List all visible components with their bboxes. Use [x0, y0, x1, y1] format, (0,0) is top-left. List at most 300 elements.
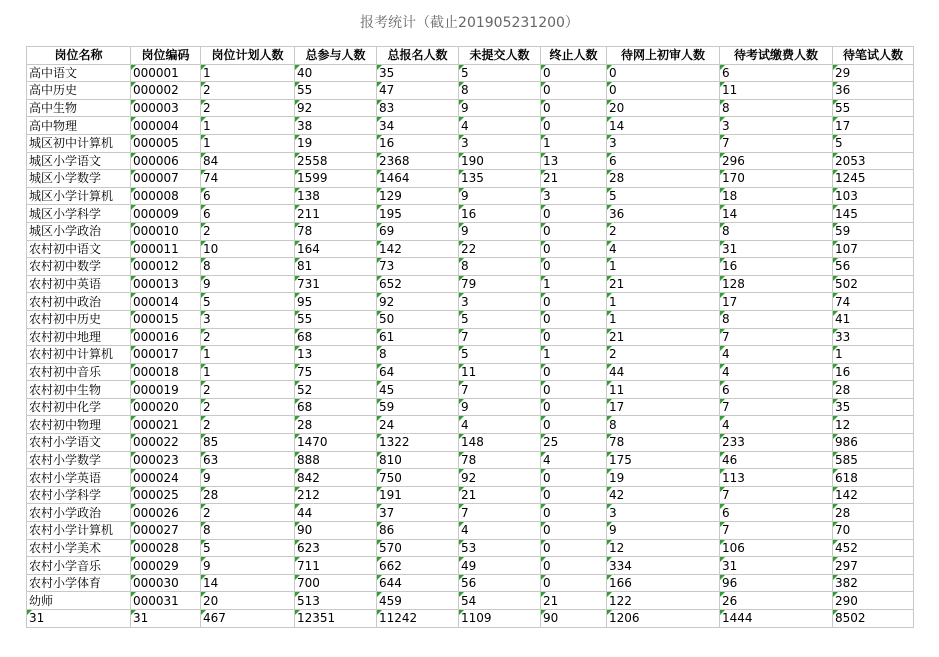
table-cell: 7 [720, 522, 833, 540]
table-row [27, 522, 914, 540]
table-cell: 810 [377, 451, 459, 469]
table-cell: 2053 [833, 152, 914, 170]
table-cell: 1 [201, 117, 295, 135]
table-cell: 1 [607, 258, 720, 276]
table-cell: 18 [720, 187, 833, 205]
table-cell: 0 [541, 363, 607, 381]
table-cell: 城区小学语文 [27, 152, 131, 170]
table-cell: 0 [541, 381, 607, 399]
table-cell: 16 [459, 205, 541, 223]
table-cell: 31 [131, 610, 201, 628]
table-cell: 13 [541, 152, 607, 170]
table-cell: 0 [541, 64, 607, 82]
table-cell: 3 [541, 187, 607, 205]
table-cell: 000014 [131, 293, 201, 311]
table-cell: 13 [295, 346, 377, 364]
table-cell: 20 [201, 592, 295, 610]
table-cell: 8502 [833, 610, 914, 628]
table-cell: 750 [377, 469, 459, 487]
table-cell: 69 [377, 222, 459, 240]
table-cell: 135 [459, 170, 541, 188]
table-cell: 1444 [720, 610, 833, 628]
table-cell: 700 [295, 574, 377, 592]
table-cell: 31 [27, 610, 131, 628]
table-cell: 113 [720, 469, 833, 487]
table-cell: 2 [607, 346, 720, 364]
table-cell: 888 [295, 451, 377, 469]
table-cell: 74 [201, 170, 295, 188]
table-cell: 11 [720, 82, 833, 100]
table-cell: 107 [833, 240, 914, 258]
table-row [27, 539, 914, 557]
table-cell: 9 [459, 398, 541, 416]
table-cell: 63 [201, 451, 295, 469]
table-cell: 8 [720, 310, 833, 328]
table-cell: 0 [541, 504, 607, 522]
table-cell: 83 [377, 99, 459, 117]
table-cell: 4 [720, 416, 833, 434]
table-cell: 1322 [377, 434, 459, 452]
table-cell: 1 [607, 293, 720, 311]
table-cell: 农村小学体育 [27, 574, 131, 592]
table-cell: 农村初中物理 [27, 416, 131, 434]
table-cell: 000027 [131, 522, 201, 540]
table-row [27, 240, 914, 258]
table-cell: 212 [295, 486, 377, 504]
table-cell: 2 [201, 222, 295, 240]
table-cell: 2 [201, 381, 295, 399]
table-cell: 5 [201, 293, 295, 311]
table-cell: 0 [541, 539, 607, 557]
table-cell: 4 [720, 346, 833, 364]
table-cell: 000019 [131, 381, 201, 399]
table-cell: 农村初中政治 [27, 293, 131, 311]
table-cell: 14 [607, 117, 720, 135]
table-cell: 8 [459, 82, 541, 100]
statistics-table [26, 46, 914, 628]
table-cell: 513 [295, 592, 377, 610]
table-cell: 000010 [131, 222, 201, 240]
table-cell: 8 [607, 416, 720, 434]
table-cell: 000031 [131, 592, 201, 610]
table-cell: 68 [295, 398, 377, 416]
table-cell: 16 [377, 134, 459, 152]
table-cell: 0 [541, 416, 607, 434]
table-cell: 农村小学科学 [27, 486, 131, 504]
table-cell: 4 [459, 117, 541, 135]
table-cell: 296 [720, 152, 833, 170]
column-header: 终止人数 [541, 47, 607, 65]
table-cell: 334 [607, 557, 720, 575]
table-cell: 25 [541, 434, 607, 452]
table-cell: 79 [459, 275, 541, 293]
table-cell: 城区初中计算机 [27, 134, 131, 152]
table-cell: 731 [295, 275, 377, 293]
table-cell: 0 [541, 99, 607, 117]
table-cell: 2 [607, 222, 720, 240]
table-cell: 618 [833, 469, 914, 487]
table-cell: 0 [541, 469, 607, 487]
table-cell: 96 [720, 574, 833, 592]
table-cell: 1 [201, 363, 295, 381]
table-cell: 000021 [131, 416, 201, 434]
table-cell: 000003 [131, 99, 201, 117]
column-header: 总报名人数 [377, 47, 459, 65]
table-cell: 2368 [377, 152, 459, 170]
table-cell: 高中语文 [27, 64, 131, 82]
table-cell: 38 [295, 117, 377, 135]
table-cell: 54 [459, 592, 541, 610]
table-cell: 7 [459, 504, 541, 522]
table-cell: 7 [720, 486, 833, 504]
table-cell: 21 [459, 486, 541, 504]
table-cell: 0 [541, 258, 607, 276]
table-cell: 5 [459, 310, 541, 328]
table-cell: 11 [607, 381, 720, 399]
table-cell: 35 [377, 64, 459, 82]
table-cell: 9 [201, 275, 295, 293]
table-cell: 3 [720, 117, 833, 135]
table-cell: 1 [833, 346, 914, 364]
table-cell: 8 [720, 99, 833, 117]
table-cell: 5 [201, 539, 295, 557]
table-cell: 195 [377, 205, 459, 223]
table-cell: 1 [201, 64, 295, 82]
table-cell: 290 [833, 592, 914, 610]
table-cell: 6 [201, 187, 295, 205]
table-cell: 7 [459, 328, 541, 346]
table-cell: 31 [720, 240, 833, 258]
column-header: 未提交人数 [459, 47, 541, 65]
table-cell: 644 [377, 574, 459, 592]
page-title: 报考统计（截止201905231200） [360, 15, 579, 31]
table-cell: 2 [201, 416, 295, 434]
table-cell: 175 [607, 451, 720, 469]
table-cell: 986 [833, 434, 914, 452]
table-cell: 652 [377, 275, 459, 293]
table-cell: 0 [541, 117, 607, 135]
table-cell: 6 [201, 205, 295, 223]
table-cell: 0 [541, 574, 607, 592]
table-cell: 000016 [131, 328, 201, 346]
table-cell: 农村小学音乐 [27, 557, 131, 575]
table-row [27, 99, 914, 117]
table-cell: 3 [607, 504, 720, 522]
table-row [27, 205, 914, 223]
table-cell: 0 [541, 205, 607, 223]
table-cell: 000005 [131, 134, 201, 152]
table-cell: 11 [459, 363, 541, 381]
table-cell: 000008 [131, 187, 201, 205]
table-cell: 000013 [131, 275, 201, 293]
table-cell: 4 [607, 240, 720, 258]
table-cell: 35 [833, 398, 914, 416]
table-cell: 26 [720, 592, 833, 610]
table-cell: 78 [607, 434, 720, 452]
table-cell: 000011 [131, 240, 201, 258]
table-cell: 33 [833, 328, 914, 346]
table-cell: 45 [377, 381, 459, 399]
table-cell: 8 [459, 258, 541, 276]
table-cell: 21 [607, 328, 720, 346]
column-header: 岗位编码 [131, 47, 201, 65]
table-cell: 12351 [295, 610, 377, 628]
table-cell: 3 [201, 310, 295, 328]
table-cell: 8 [201, 522, 295, 540]
table-header-row [27, 47, 914, 65]
table-cell: 2 [201, 328, 295, 346]
table-cell: 农村初中英语 [27, 275, 131, 293]
table-cell: 1 [541, 134, 607, 152]
table-cell: 19 [295, 134, 377, 152]
table-row [27, 152, 914, 170]
table-cell: 6 [720, 64, 833, 82]
table-cell: 50 [377, 310, 459, 328]
table-cell: 29 [833, 64, 914, 82]
table-cell: 10 [201, 240, 295, 258]
table-cell: 8 [720, 222, 833, 240]
table-cell: 农村小学语文 [27, 434, 131, 452]
table-cell: 1599 [295, 170, 377, 188]
table-cell: 9 [459, 187, 541, 205]
table-cell: 农村初中语文 [27, 240, 131, 258]
table-cell: 28 [201, 486, 295, 504]
table-cell: 0 [541, 222, 607, 240]
table-cell: 19 [607, 469, 720, 487]
table-cell: 85 [201, 434, 295, 452]
table-cell: 12 [607, 539, 720, 557]
table-cell: 1 [541, 275, 607, 293]
table-cell: 17 [607, 398, 720, 416]
table-cell: 1206 [607, 610, 720, 628]
table-cell: 000006 [131, 152, 201, 170]
table-cell: 73 [377, 258, 459, 276]
table-cell: 000024 [131, 469, 201, 487]
table-cell: 000022 [131, 434, 201, 452]
table-cell: 8 [377, 346, 459, 364]
table-cell: 44 [295, 504, 377, 522]
table-cell: 0 [541, 240, 607, 258]
table-cell: 1109 [459, 610, 541, 628]
table-cell: 1 [541, 346, 607, 364]
table-cell: 59 [833, 222, 914, 240]
table-cell: 22 [459, 240, 541, 258]
table-cell: 570 [377, 539, 459, 557]
table-cell: 55 [833, 99, 914, 117]
table-cell: 5 [607, 187, 720, 205]
table-cell: 9 [459, 99, 541, 117]
table-cell: 12 [833, 416, 914, 434]
table-cell: 28 [295, 416, 377, 434]
table-cell: 2 [201, 398, 295, 416]
table-cell: 农村小学计算机 [27, 522, 131, 540]
table-cell: 64 [377, 363, 459, 381]
table-cell: 3 [607, 134, 720, 152]
table-cell: 170 [720, 170, 833, 188]
column-header: 岗位计划人数 [201, 47, 295, 65]
table-cell: 14 [720, 205, 833, 223]
table-row [27, 381, 914, 399]
table-cell: 90 [295, 522, 377, 540]
table-cell: 55 [295, 82, 377, 100]
table-cell: 164 [295, 240, 377, 258]
table-cell: 233 [720, 434, 833, 452]
table-row [27, 258, 914, 276]
table-cell: 0 [607, 82, 720, 100]
table-cell: 56 [833, 258, 914, 276]
table-cell: 16 [833, 363, 914, 381]
table-row [27, 363, 914, 381]
table-cell: 90 [541, 610, 607, 628]
table-cell: 农村初中音乐 [27, 363, 131, 381]
table-cell: 6 [607, 152, 720, 170]
table-cell: 459 [377, 592, 459, 610]
table-cell: 000015 [131, 310, 201, 328]
table-row [27, 416, 914, 434]
table-cell: 000001 [131, 64, 201, 82]
table-cell: 502 [833, 275, 914, 293]
table-cell: 16 [720, 258, 833, 276]
table-cell: 75 [295, 363, 377, 381]
table-cell: 37 [377, 504, 459, 522]
table-cell: 78 [459, 451, 541, 469]
table-row [27, 504, 914, 522]
table-cell: 36 [833, 82, 914, 100]
table-row [27, 293, 914, 311]
table-cell: 0 [541, 82, 607, 100]
table-cell: 42 [607, 486, 720, 504]
table-row [27, 310, 914, 328]
table-cell: 000020 [131, 398, 201, 416]
table-row [27, 592, 914, 610]
table-cell: 211 [295, 205, 377, 223]
table-cell: 1470 [295, 434, 377, 452]
table-row [27, 328, 914, 346]
table-cell: 7 [720, 328, 833, 346]
table-cell: 农村小学美术 [27, 539, 131, 557]
table-cell: 36 [607, 205, 720, 223]
table-cell: 106 [720, 539, 833, 557]
table-row [27, 170, 914, 188]
table-cell: 14 [201, 574, 295, 592]
table-cell: 0 [541, 328, 607, 346]
table-cell: 1245 [833, 170, 914, 188]
table-cell: 000007 [131, 170, 201, 188]
table-cell: 农村小学政治 [27, 504, 131, 522]
table-cell: 2558 [295, 152, 377, 170]
table-cell: 92 [459, 469, 541, 487]
table-cell: 4 [459, 522, 541, 540]
table-cell: 5 [459, 64, 541, 82]
table-cell: 17 [720, 293, 833, 311]
table-cell: 6 [720, 504, 833, 522]
table-cell: 000025 [131, 486, 201, 504]
table-cell: 0 [541, 310, 607, 328]
table-cell: 1 [607, 310, 720, 328]
table-cell: 高中生物 [27, 99, 131, 117]
table-cell: 4 [720, 363, 833, 381]
table-cell: 7 [720, 398, 833, 416]
table-cell: 000012 [131, 258, 201, 276]
table-cell: 41 [833, 310, 914, 328]
table-cell: 1 [201, 346, 295, 364]
table-cell: 0 [607, 64, 720, 82]
table-cell: 城区小学政治 [27, 222, 131, 240]
table-cell: 农村初中计算机 [27, 346, 131, 364]
table-cell: 382 [833, 574, 914, 592]
column-header: 待考试缴费人数 [720, 47, 833, 65]
table-row [27, 275, 914, 293]
table-cell: 3 [459, 293, 541, 311]
table-cell: 145 [833, 205, 914, 223]
table-cell: 711 [295, 557, 377, 575]
table-cell: 585 [833, 451, 914, 469]
table-cell: 24 [377, 416, 459, 434]
table-cell: 0 [541, 486, 607, 504]
table-cell: 幼师 [27, 592, 131, 610]
table-cell: 191 [377, 486, 459, 504]
table-row [27, 82, 914, 100]
table-cell: 59 [377, 398, 459, 416]
table-cell: 61 [377, 328, 459, 346]
column-header: 总参与人数 [295, 47, 377, 65]
table-cell: 129 [377, 187, 459, 205]
table-cell: 28 [833, 381, 914, 399]
table-cell: 高中物理 [27, 117, 131, 135]
table-cell: 122 [607, 592, 720, 610]
table-row [27, 222, 914, 240]
table-cell: 000018 [131, 363, 201, 381]
table-cell: 21 [541, 592, 607, 610]
table-cell: 84 [201, 152, 295, 170]
table-cell: 城区小学科学 [27, 205, 131, 223]
table-cell: 142 [833, 486, 914, 504]
table-row [27, 117, 914, 135]
table-cell: 7 [720, 134, 833, 152]
table-cell: 46 [720, 451, 833, 469]
table-cell: 662 [377, 557, 459, 575]
table-cell: 53 [459, 539, 541, 557]
table-cell: 103 [833, 187, 914, 205]
column-header: 岗位名称 [27, 47, 131, 65]
table-row [27, 557, 914, 575]
table-cell: 142 [377, 240, 459, 258]
table-cell: 148 [459, 434, 541, 452]
table-cell: 56 [459, 574, 541, 592]
table-row [27, 64, 914, 82]
table-cell: 31 [720, 557, 833, 575]
table-cell: 农村初中生物 [27, 381, 131, 399]
table-row [27, 451, 914, 469]
table-cell: 000002 [131, 82, 201, 100]
table-cell: 11242 [377, 610, 459, 628]
table-cell: 城区小学计算机 [27, 187, 131, 205]
table-cell: 000029 [131, 557, 201, 575]
table-cell: 城区小学数学 [27, 170, 131, 188]
table-cell: 9 [201, 557, 295, 575]
table-cell: 55 [295, 310, 377, 328]
table-cell: 86 [377, 522, 459, 540]
table-cell: 0 [541, 398, 607, 416]
table-cell: 高中历史 [27, 82, 131, 100]
table-cell: 2 [201, 504, 295, 522]
table-cell: 34 [377, 117, 459, 135]
table-row [27, 469, 914, 487]
table-cell: 0 [541, 522, 607, 540]
table-cell: 2 [201, 99, 295, 117]
table-cell: 8 [201, 258, 295, 276]
table-cell: 52 [295, 381, 377, 399]
